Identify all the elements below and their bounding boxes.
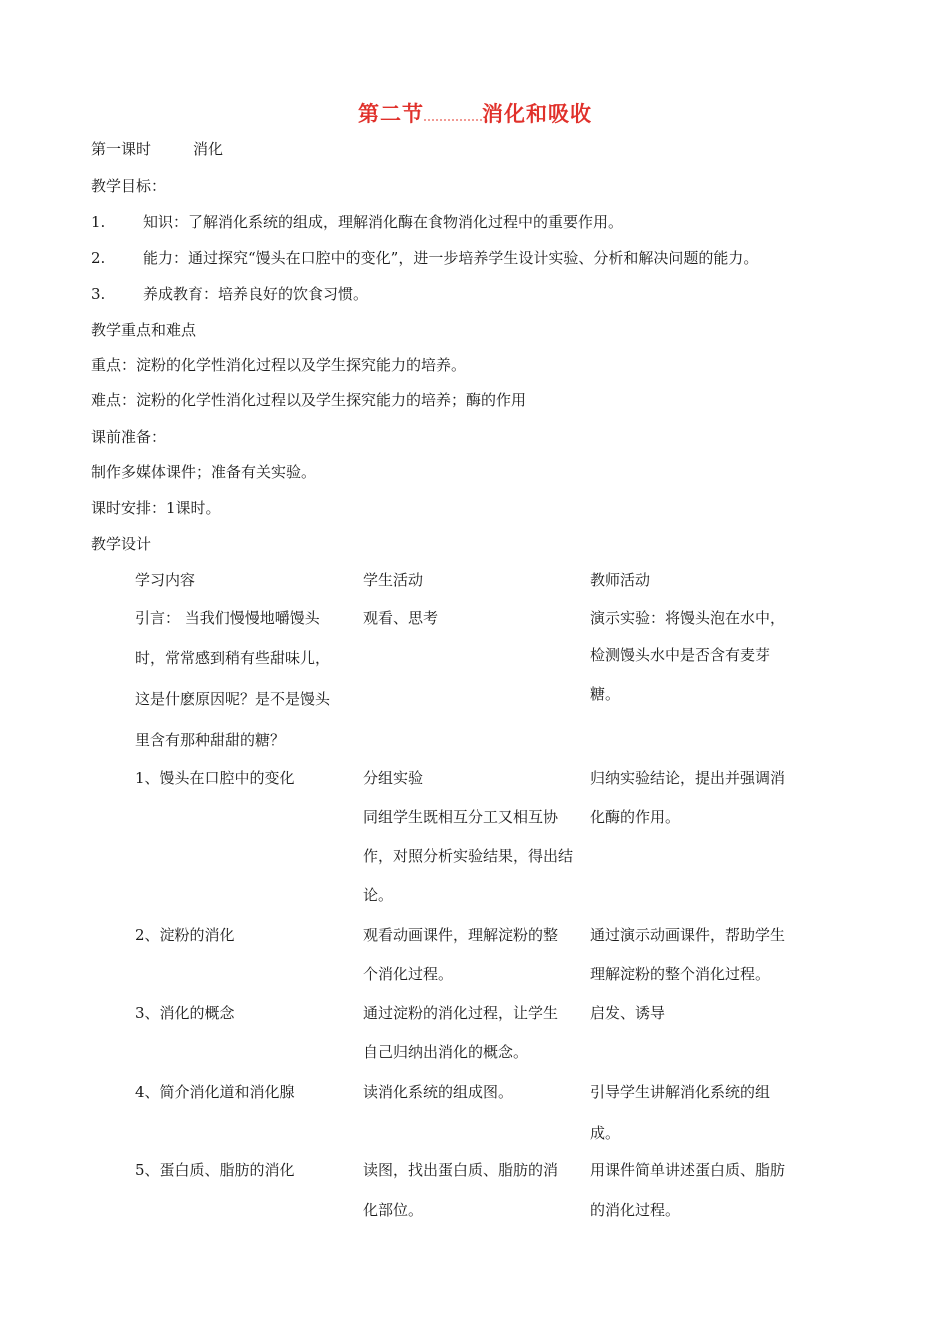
row-student-line: 读图，找出蛋白质、脂肪的消 bbox=[363, 1161, 559, 1179]
lesson-line bbox=[91, 139, 223, 159]
row-content-line: 1、馒头在口腔中的变化 bbox=[135, 769, 295, 787]
row-teacher-line: 化酶的作用。 bbox=[590, 808, 681, 826]
objective-item bbox=[91, 284, 368, 304]
row-student-line: 论。 bbox=[363, 886, 394, 904]
row-student-line: 同组学生既相互分工又相互协 bbox=[363, 808, 559, 826]
row-student-line: 分组实验 bbox=[363, 769, 424, 787]
col-header-teacher: 教师活动 bbox=[590, 571, 651, 589]
preparation-heading: 课前准备： bbox=[91, 428, 167, 446]
key-points-heading: 教学重点和难点 bbox=[91, 321, 197, 339]
col-header-student: 学生活动 bbox=[363, 571, 424, 589]
row-teacher-line: 启发、诱导 bbox=[590, 1004, 666, 1022]
preparation-text: 制作多媒体课件；准备有关实验。 bbox=[91, 463, 317, 481]
objective-num: 2. bbox=[91, 249, 106, 267]
row-teacher-line: 的消化过程。 bbox=[590, 1201, 681, 1219]
row-student-line: 观看动画课件，理解淀粉的整 bbox=[363, 926, 559, 944]
intro-content-line: 引言： 当我们慢慢地嚼馒头 bbox=[135, 609, 320, 627]
objectives-heading: 教学目标： bbox=[91, 177, 167, 195]
row-teacher-line: 用课件简单讲述蛋白质、脂肪 bbox=[590, 1161, 786, 1179]
row-student-line: 通过淀粉的消化过程，让学生 bbox=[363, 1004, 559, 1022]
row-teacher-line: 引导学生讲解消化系统的组 bbox=[590, 1083, 771, 1101]
objective-text: 养成教育：培养良好的饮食习惯。 bbox=[143, 285, 369, 303]
row-content-line: 5、蛋白质、脂肪的消化 bbox=[135, 1161, 295, 1179]
title-section: 第二节 bbox=[358, 102, 424, 126]
title-topic: 消化和吸收 bbox=[482, 102, 592, 126]
design-heading: 教学设计 bbox=[91, 535, 152, 553]
row-teacher-line: 理解淀粉的整个消化过程。 bbox=[590, 965, 771, 983]
objective-text: 能力：通过探究“馒头在口腔中的变化”，进一步培养学生设计实验、分析和解决问题的能力。 bbox=[143, 249, 759, 267]
intro-teacher-line: 检测馒头水中是否含有麦芽 bbox=[590, 646, 771, 664]
intro-teacher-line: 演示实验：将馒头泡在水中， bbox=[590, 609, 786, 627]
lesson-period: 第一课时 bbox=[91, 140, 152, 158]
row-content-line: 3、消化的概念 bbox=[135, 1004, 235, 1022]
difficult-point: 难点：淀粉的化学性消化过程以及学生探究能力的培养；酶的作用 bbox=[91, 391, 527, 409]
row-teacher-line: 归纳实验结论，提出并强调消 bbox=[590, 769, 786, 787]
intro-content-line: 时，常常感到稍有些甜味儿， bbox=[135, 649, 331, 667]
objective-num: 3. bbox=[91, 285, 106, 303]
objective-num: 1. bbox=[91, 213, 106, 231]
lesson-topic: 消化 bbox=[193, 140, 224, 158]
row-teacher-line: 通过演示动画课件，帮助学生 bbox=[590, 926, 786, 944]
schedule-text: 课时安排：1课时。 bbox=[91, 499, 221, 517]
objective-item bbox=[91, 248, 758, 268]
objective-text: 知识：了解消化系统的组成，理解消化酶在食物消化过程中的重要作用。 bbox=[143, 213, 624, 231]
col-header-content: 学习内容 bbox=[135, 571, 196, 589]
intro-teacher-line: 糖。 bbox=[590, 685, 621, 703]
intro-content-line: 里含有那种甜甜的糖？ bbox=[135, 731, 286, 749]
intro-student-line: 观看、思考 bbox=[363, 609, 439, 627]
row-student-line: 作，对照分析实验结果，得出结 bbox=[363, 847, 574, 865]
row-content-line: 4、简介消化道和消化腺 bbox=[135, 1083, 295, 1101]
row-teacher-line: 成。 bbox=[590, 1124, 621, 1142]
row-student-line: 读消化系统的组成图。 bbox=[363, 1083, 514, 1101]
row-content-line: 2、淀粉的消化 bbox=[135, 926, 235, 944]
intro-content-line: 这是什麽原因呢？是不是馒头 bbox=[135, 690, 331, 708]
page-title bbox=[0, 98, 950, 128]
row-student-line: 自己归纳出消化的概念。 bbox=[363, 1043, 529, 1061]
row-student-line: 化部位。 bbox=[363, 1201, 424, 1219]
key-point: 重点：淀粉的化学性消化过程以及学生探究能力的培养。 bbox=[91, 356, 467, 374]
row-student-line: 个消化过程。 bbox=[363, 965, 454, 983]
title-gap bbox=[424, 105, 482, 121]
objective-item bbox=[91, 212, 623, 232]
